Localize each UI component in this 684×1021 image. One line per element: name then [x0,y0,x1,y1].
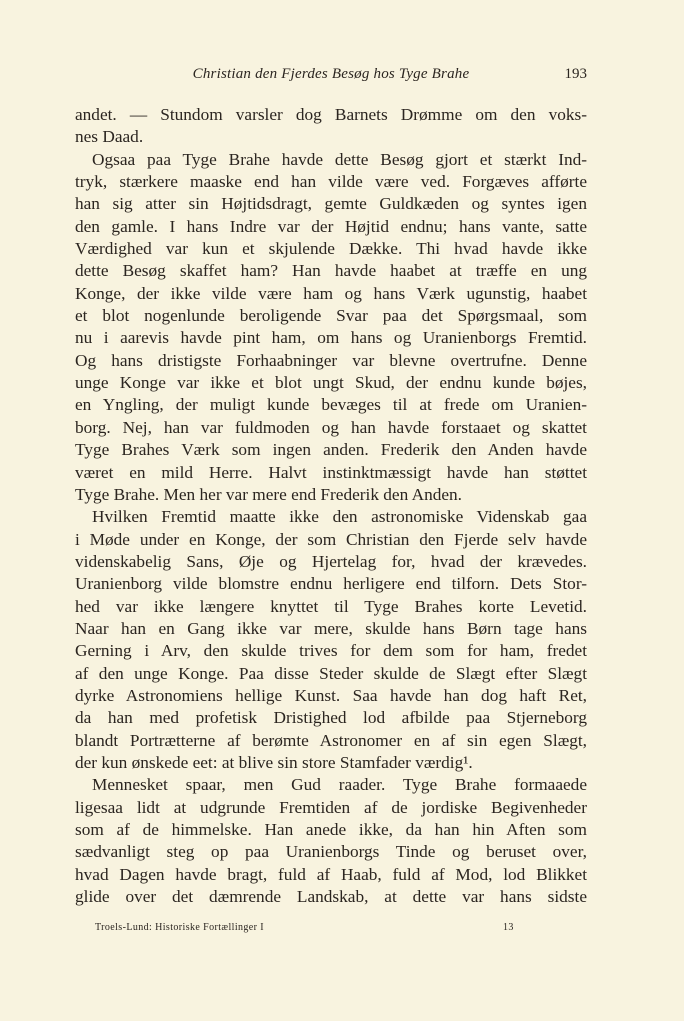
text-line: en Yngling, der muligt kunde bevæges til at frede om Uranien- [75,395,587,415]
text-line: nu i aarevis havde pint ham, om hans og Uranienborgs Fremtid. [75,328,587,348]
text-line: Tyge Brahes Værk som ingen anden. Frederik den Anden havde [75,440,587,460]
text-line: da han med profetisk Dristighed lod afbilde paa Stjerneborg [75,708,587,728]
text-line: glide over det dæmrende Landskab, at dette var hans sidste [75,887,587,907]
text-line: borg. Nej, han var fuldmoden og han havde forstaaet og skattet [75,417,587,437]
running-title: Christian den Fjerdes Besøg hos Tyge Brahe [192,66,470,82]
text-line: dyrke Astronomiens hellige Kunst. Saa havde han dog haft Ret, [75,685,587,705]
text-line: Og hans dristigste Forhaabninger var blevne overtrufne. Denne [75,350,587,370]
text-line: der kun ønskede eet: at blive sin store Stamfader værdig¹. [75,752,473,772]
text-line: blandt Portrætterne af berømte Astronomer en af sin egen Slægt, [75,730,587,750]
text-line: Konge, der ikke vilde være ham og hans Værk ugunstig, haabet [75,283,587,303]
paragraph-first-line: Hvilken Fremtid maatte ikke den astronomiske Videnskab gaa [92,507,587,527]
page-number: 193 [564,66,587,82]
text-line: unge Konge var ikke et blot ungt Skud, der endnu kunde bøjes, [75,373,587,393]
text-line: hvad Dagen havde bragt, fuld af Haab, fuld af Mod, lod Blikket [75,864,587,884]
text-line: ligesaa lidt at udgrunde Fremtiden af de jordiske Begivenheder [75,797,587,817]
text-line: været en mild Herre. Halvt instinktmæssigt havde han støttet [75,462,587,482]
paragraph-first-line: Mennesket spaar, men Gud raader. Tyge Brahe formaaede [92,775,587,795]
text-line: af den unge Konge. Paa disse Steder skulde de Slægt efter Slægt [75,663,587,683]
text-line: dette Besøg skaffet ham? Han havde haabet at træffe en ung [75,261,587,281]
running-head [75,66,587,86]
text-line: Naar han en Gang ikke var mere, skulde hans Børn tage hans [75,618,587,638]
sheet-number: 13 [503,922,514,933]
text-line: nes Daad. [75,127,144,147]
text-line: tryk, stærkere maaske end han vilde være ved. Forgæves afførte [75,172,587,192]
text-line: Tyge Brahe. Men her var mere end Frederik den Anden. [75,484,462,504]
body-text [75,104,587,908]
text-line: han sig atter sin Højtidsdragt, gemte Guldkæden og syntes igen [75,194,587,214]
text-line: andet. — Stundom varsler dog Barnets Drømme om den voks- [75,105,587,124]
text-line: sædvanligt steg op paa Uranienborgs Tinde og beruset over, [75,842,587,862]
text-line: et blot nogenlunde beroligende Svar paa det Spørgsmaal, som [75,306,587,326]
text-line: Uranienborg vilde blomstre endnu herligere end tilforn. Dets Stor- [75,574,587,594]
text-line: videnskabelig Sans, Øje og Hjertelag for, hvad der krævedes. [75,551,587,571]
page-footer [95,922,515,938]
printer-signature: Troels-Lund: Historiske Fortællinger I [95,922,264,933]
text-line: den gamle. I hans Indre var der Højtid endnu; hans vante, satte [75,216,587,236]
text-line: som af de himmelske. Han anede ikke, da han hin Aften som [75,820,587,839]
paragraph-first-line: Ogsaa paa Tyge Brahe havde dette Besøg gjort et stærkt Ind- [92,149,587,169]
text-line: i Møde under en Konge, der som Christian den Fjerde selv havde [75,529,587,549]
text-line: Gerning i Arv, den skulde trives for dem som for ham, fredet [75,641,587,661]
text-line: hed var ikke længere knyttet til Tyge Brahes korte Levetid. [75,596,587,616]
text-line: Værdighed var kun et skjulende Dække. Thi hvad havde ikke [75,239,587,259]
